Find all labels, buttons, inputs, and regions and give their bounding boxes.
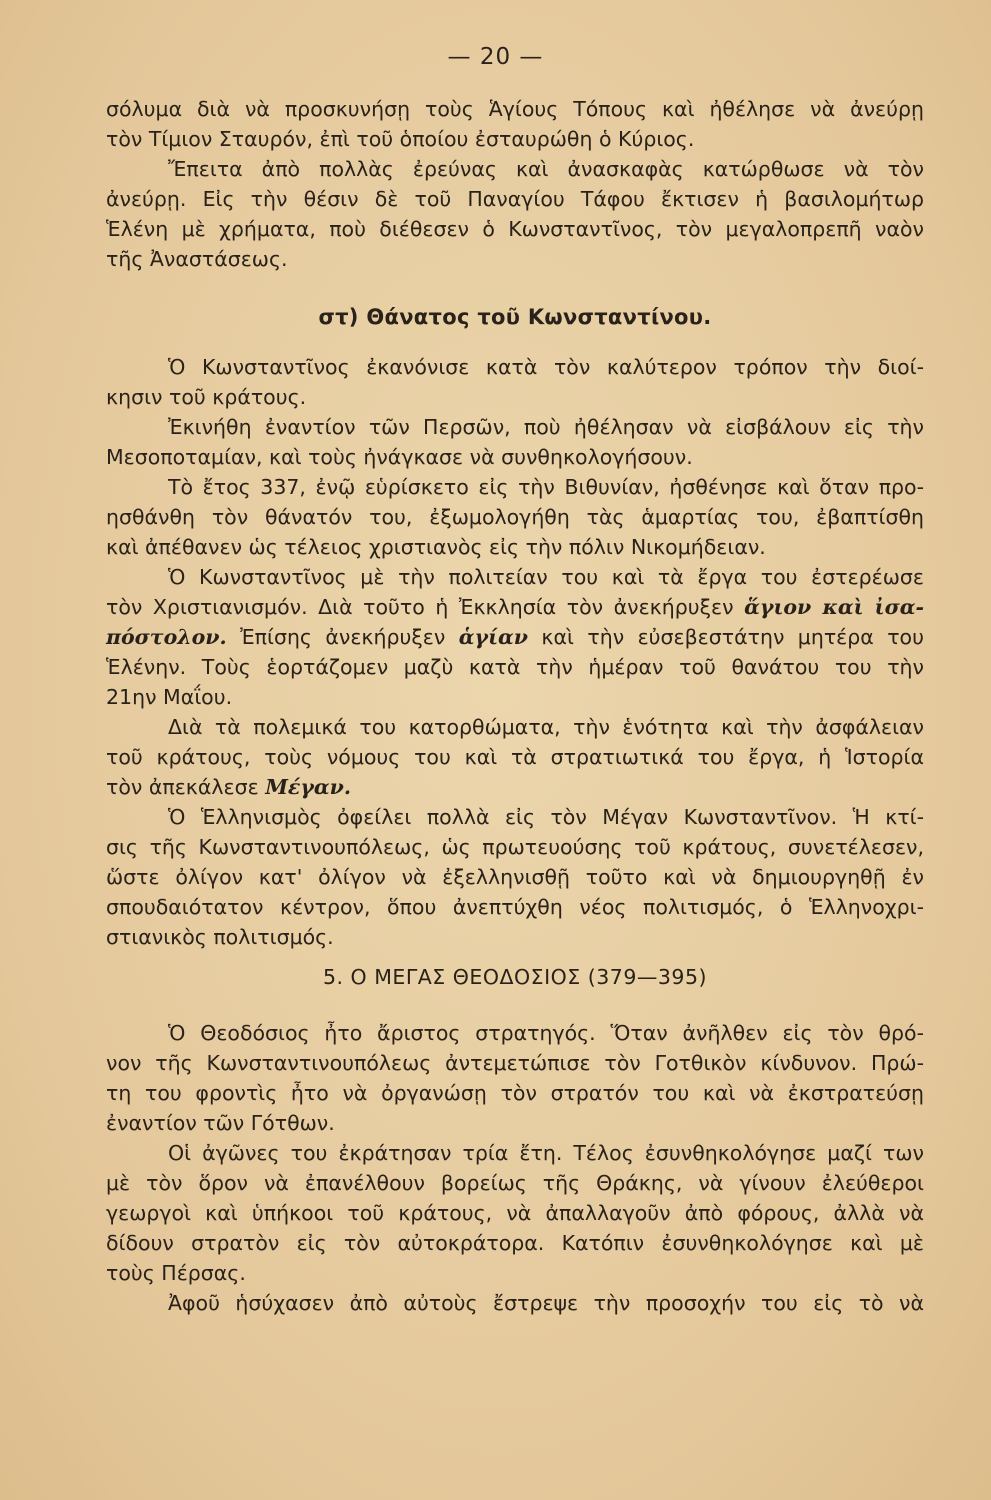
chapter-body [106, 1018, 924, 1318]
chapter-heading: 5. Ο ΜΕΓΑΣ ΘΕΟΔΟΣΙΟΣ (379—395) [322, 965, 708, 989]
text-fragment: καὶ τὴν εὐσεβεστάτην μητέρα του [541, 625, 924, 649]
text-line: τὸν Τίμιον Σταυρόν, ἐπὶ τοῦ ὁποίου ἐσταυρώθη ὁ Κύριος. [106, 127, 695, 151]
text-line: τοῦ κράτους, τοὺς νόμους του καὶ τὰ στρατιωτικά του ἔργα, ἡ Ἱστορία [106, 745, 924, 769]
text-line: γεωργοὶ καὶ ὑπήκοοι τοῦ κράτους, νὰ ἀπαλλαγοῦν ἀπὸ φόρους, ἀλλὰ νὰ [106, 1201, 924, 1225]
text-line: σόλυμα διὰ νὰ προσκυνήσῃ τοὺς Ἁγίους Τόπους καὶ ἠθέλησε νὰ ἀνεύρῃ [106, 97, 924, 121]
text-line: δίδουν στρατὸν εἰς τὸν αὐτοκράτορα. Κατόπιν ἐσυνθηκολόγησε καὶ μὲ [106, 1231, 924, 1255]
text-line: Τὸ ἔτος 337, ἐνῷ εὑρίσκετο εἰς τὴν Βιθυνίαν, ἠσθένησε καὶ ὅταν προ- [168, 475, 924, 499]
section-heading: στ) Θάνατος τοῦ Κωνσταντίνου. [318, 305, 712, 329]
chapter-heading-wrap [106, 962, 924, 992]
text-line: Ἑλένην. Τοὺς ἑορτάζομεν μαζὺ κατὰ τὴν ἡμέραν τοῦ θανάτου του τὴν [106, 655, 924, 679]
text-line: μὲ τὸν ὅρον νὰ ἐπανέλθουν βορείως τῆς Θράκης, νὰ γίνουν ἐλεύθεροι [106, 1171, 924, 1195]
text-line: Ἑλένη μὲ χρήματα, ποὺ διέθεσεν ὁ Κωνσταντῖνος, τὸν μεγαλοπρεπῆ ναὸν [106, 217, 924, 241]
text-line: κησιν τοῦ κράτους. [106, 385, 307, 409]
text-fragment: Ἐπίσης ἀνεκήρυξεν [240, 625, 446, 649]
text-line: Ἔπειτα ἀπὸ πολλὰς ἐρεύνας καὶ ἀνασκαφὰς κατώρθωσε νὰ τὸν [168, 157, 924, 181]
text-line: ησθάνθη τὸν θάνατόν του, ἐξωμολογήθη τὰς ἁμαρτίας του, ἐβαπτίσθη [106, 505, 924, 529]
text-line: ἐναντίον τῶν Γότθων. [106, 1111, 335, 1135]
text-line [106, 622, 924, 652]
text-line: Ὁ Ἑλληνισμὸς ὀφείλει πολλὰ εἰς τὸν Μέγαν Κωνσταντῖνον. Ἡ κτί- [168, 805, 924, 829]
section-body [106, 352, 924, 952]
text-line: τη του φροντὶς ἦτο νὰ ὀργανώσῃ τὸν στρατόν του καὶ νὰ ἐκστρατεύσῃ [106, 1081, 924, 1105]
text-line: σις τῆς Κωνσταντινουπόλεως, ὡς πρωτευούσης τοῦ κράτους, συνετέλεσεν, [106, 835, 924, 859]
text-line: καὶ ἀπέθανεν ὡς τέλειος χριστιανὸς εἰς τὴν πόλιν Νικομήδειαν. [106, 535, 766, 559]
text-line: Ὁ Κωνσταντῖνος μὲ τὴν πολιτείαν του καὶ τὰ ἔργα του ἐστερέωσε [168, 565, 924, 589]
text-fragment: τὸν Χριστιανισμόν. Διὰ τοῦτο ἡ Ἐκκλησία τὸν ἀνεκήρυξεν [106, 595, 734, 619]
text-line: νον τῆς Κωνσταντινουπόλεως ἀντεμετώπισε τὸν Γοτθικὸν κίνδυνον. Πρώ- [106, 1051, 924, 1075]
text-line: Μεσοποταμίαν, καὶ τοὺς ἠνάγκασε νὰ συνθηκολογήσουν. [106, 445, 693, 469]
text-line: Οἱ ἀγῶνες του ἐκράτησαν τρία ἔτη. Τέλος ἐσυνθηκολόγησε μαζί των [168, 1141, 924, 1165]
text-line: Ὁ Θεοδόσιος ἦτο ἄριστος στρατηγός. Ὅταν ἀνῆλθεν εἰς τὸν θρό- [168, 1021, 924, 1045]
text-line: Διὰ τὰ πολεμικά του κατορθώματα, τὴν ἑνότητα καὶ τὴν ἀσφάλειαν [168, 715, 924, 739]
text-line [106, 592, 924, 622]
page-number: — 20 — [447, 44, 544, 70]
text-line: ὥστε ὀλίγον κατ' ὀλίγον νὰ ἐξελληνισθῇ τοῦτο καὶ νὰ δημιουργηθῇ ἐν [106, 865, 924, 889]
text-line: Ἀφοῦ ἡσύχασεν ἀπὸ αὐτοὺς ἔστρεψε τὴν προσοχήν του εἰς τὸ νὰ [168, 1291, 924, 1315]
great-title: Μέγαν. [265, 775, 352, 799]
text-line [106, 772, 924, 802]
text-line: σπουδαιότατον κέντρον, ὅπου ἀνεπτύχθη νέος πολιτισμός, ὁ Ἑλληνοχρι- [106, 895, 924, 919]
text-line: στιανικὸς πολιτισμός. [106, 925, 334, 949]
text-line: 21ην Μαΐου. [106, 685, 233, 709]
text-line: Ὁ Κωνσταντῖνος ἐκανόνισε κατὰ τὸν καλύτερον τρόπον τὴν διοί- [168, 355, 924, 379]
text-line: Ἐκινήθη ἐναντίον τῶν Περσῶν, ποὺ ἠθέλησαν νὰ εἰσβάλουν εἰς τὴν [168, 415, 924, 439]
text-fragment: τὸν ἀπεκάλεσε [106, 775, 259, 799]
saint-fem-title: ἁγίαν [458, 625, 528, 649]
apostle-title: πόστολον. [106, 625, 227, 649]
text-line: τοὺς Πέρσας. [106, 1261, 246, 1285]
intro-paragraph [106, 94, 924, 274]
saint-title: ἅγιον καὶ ἰσα- [744, 595, 924, 619]
section-heading-wrap [106, 302, 924, 332]
text-line: τῆς Ἀναστάσεως. [106, 247, 288, 271]
text-line: ἀνεύρῃ. Εἰς τὴν θέσιν δὲ τοῦ Παναγίου Τάφου ἔκτισεν ἡ βασιλομήτωρ [106, 187, 924, 211]
